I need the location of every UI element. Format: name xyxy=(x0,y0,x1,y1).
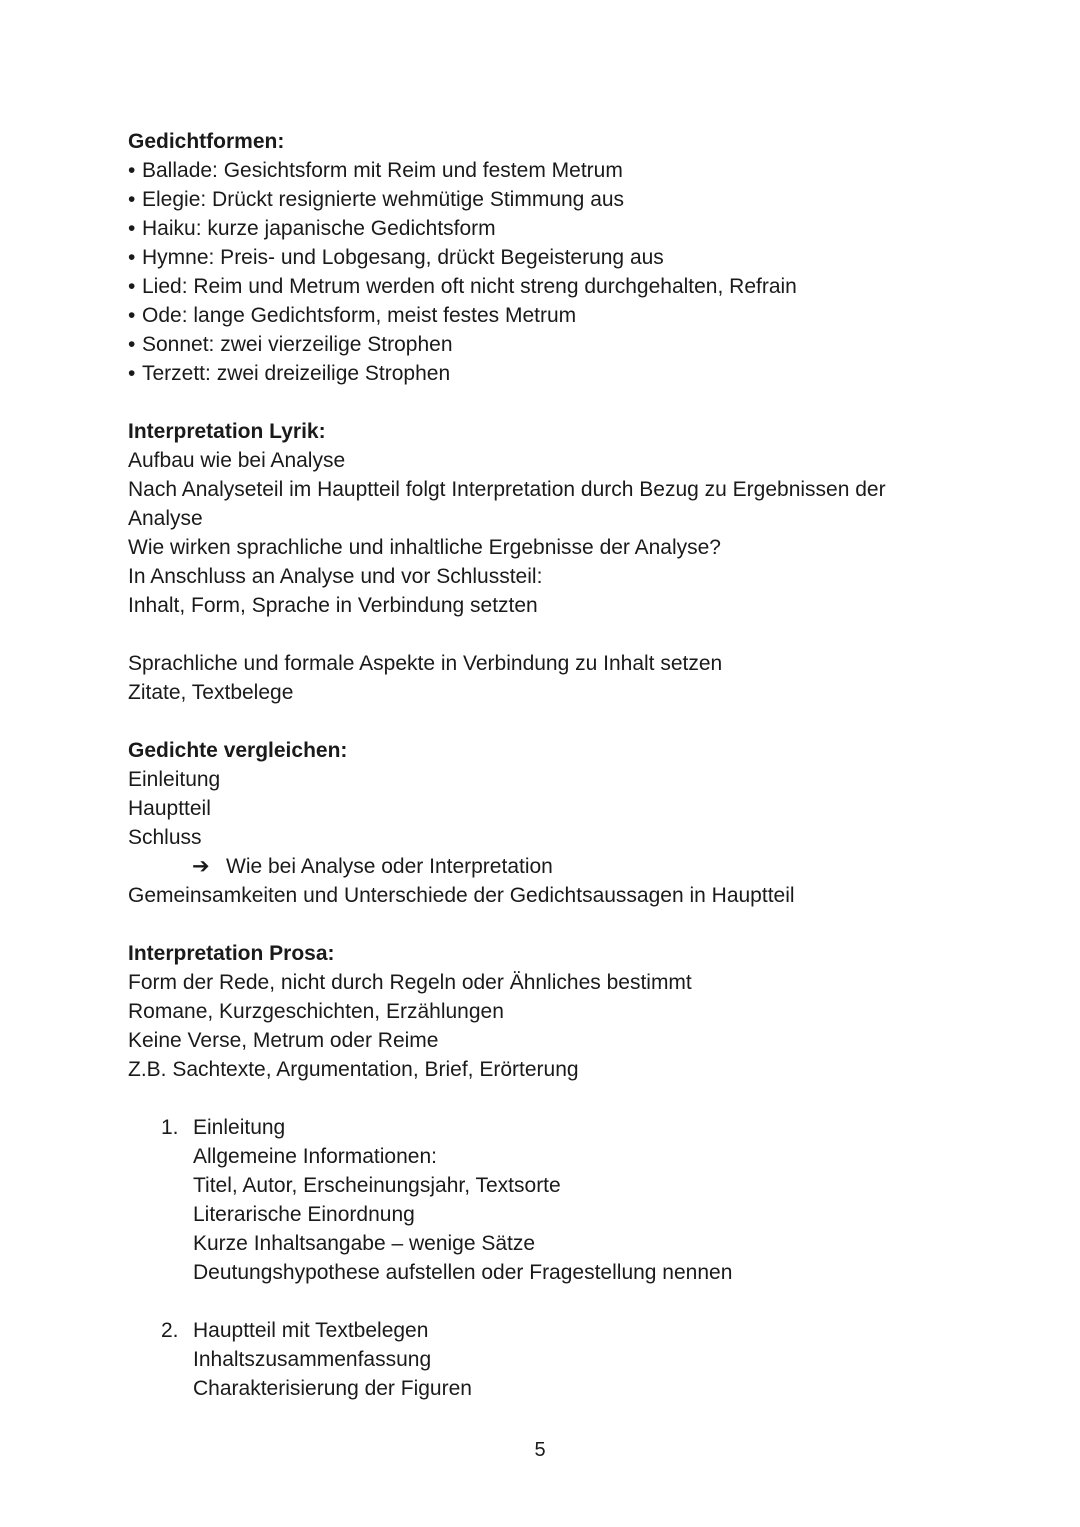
page-number: 5 xyxy=(534,1439,546,1461)
text-line: Z.B. Sachtexte, Argumentation, Brief, Erörterung xyxy=(128,1058,579,1081)
list-number: 2. xyxy=(161,1319,179,1342)
spacer xyxy=(128,620,948,649)
page-content xyxy=(128,127,948,1403)
text-line: Titel, Autor, Erscheinungsjahr, Textsorte xyxy=(193,1174,561,1197)
section-interpretation-prosa xyxy=(128,939,948,1403)
section-interpretation-lyrik xyxy=(128,417,948,707)
text-line: Inhalt, Form, Sprache in Verbindung setzten xyxy=(128,594,538,617)
text-line: Literarische Einordnung xyxy=(193,1203,415,1226)
numbered-list xyxy=(161,1113,948,1403)
text-line: Kurze Inhaltsangabe – wenige Sätze xyxy=(193,1232,536,1255)
bullet-text: Hymne: Preis- und Lobgesang, drückt Begeisterung aus xyxy=(142,246,664,269)
bullet-item xyxy=(128,330,948,359)
section-heading: Interpretation Prosa: xyxy=(128,942,335,965)
bullet-item xyxy=(128,359,948,388)
text-line: Aufbau wie bei Analyse xyxy=(128,449,346,472)
bullet-item xyxy=(128,243,948,272)
section-heading: Gedichte vergleichen: xyxy=(128,739,348,762)
text-line: In Anschluss an Analyse und vor Schlussteil: xyxy=(128,565,543,588)
bullet-symbol: • xyxy=(128,304,136,327)
text-line: Charakterisierung der Figuren xyxy=(193,1377,472,1400)
list-item-title: Hauptteil mit Textbelegen xyxy=(193,1319,429,1342)
bullet-text: Terzett: zwei dreizeilige Strophen xyxy=(142,362,451,385)
bullet-symbol: • xyxy=(128,333,136,356)
text-line: Keine Verse, Metrum oder Reime xyxy=(128,1029,439,1052)
spacer xyxy=(161,1287,948,1316)
spacer xyxy=(128,1084,948,1113)
spacer xyxy=(128,707,948,736)
bullet-item xyxy=(128,156,948,185)
section-gedichtformen xyxy=(128,127,948,388)
bullet-item xyxy=(128,214,948,243)
bullet-symbol: • xyxy=(128,159,136,182)
text-line: Inhaltszusammenfassung xyxy=(193,1348,432,1371)
bullet-item xyxy=(128,272,948,301)
text-line: Analyse xyxy=(128,507,203,530)
text-line: Allgemeine Informationen: xyxy=(193,1145,437,1168)
arrow-text: Wie bei Analyse oder Interpretation xyxy=(226,855,553,878)
bullet-item xyxy=(128,301,948,330)
arrow-right-icon: ➔ xyxy=(192,855,210,878)
bullet-text: Elegie: Drückt resignierte wehmütige Stimmung aus xyxy=(142,188,625,211)
bullet-text: Haiku: kurze japanische Gedichtsform xyxy=(142,217,496,240)
text-line: Gemeinsamkeiten und Unterschiede der Gedichtsaussagen in Hauptteil xyxy=(128,884,795,907)
text-line: Form der Rede, nicht durch Regeln oder Ähnliches bestimmt xyxy=(128,971,692,994)
text-line: Deutungshypothese aufstellen oder Fragestellung nennen xyxy=(193,1261,733,1284)
bullet-symbol: • xyxy=(128,217,136,240)
bullet-text: Ballade: Gesichtsform mit Reim und festem Metrum xyxy=(142,159,623,182)
bullet-text: Lied: Reim und Metrum werden oft nicht streng durchgehalten, Refrain xyxy=(142,275,797,298)
text-line: Einleitung xyxy=(128,768,221,791)
text-line: Schluss xyxy=(128,826,202,849)
bullet-text: Sonnet: zwei vierzeilige Strophen xyxy=(142,333,453,356)
text-line: Zitate, Textbelege xyxy=(128,681,294,704)
text-line: Wie wirken sprachliche und inhaltliche Ergebnisse der Analyse? xyxy=(128,536,721,559)
list-item-title: Einleitung xyxy=(193,1116,286,1139)
bullet-text: Ode: lange Gedichtsform, meist festes Metrum xyxy=(142,304,577,327)
bullet-symbol: • xyxy=(128,275,136,298)
section-heading: Gedichtformen: xyxy=(128,130,285,153)
list-item xyxy=(161,1113,948,1287)
list-number: 1. xyxy=(161,1116,179,1139)
bullet-symbol: • xyxy=(128,246,136,269)
text-line: Sprachliche und formale Aspekte in Verbindung zu Inhalt setzen xyxy=(128,652,723,675)
arrow-item xyxy=(128,852,948,881)
bullet-item xyxy=(128,185,948,214)
text-line: Romane, Kurzgeschichten, Erzählungen xyxy=(128,1000,504,1023)
bullet-symbol: • xyxy=(128,362,136,385)
section-gedichte-vergleichen xyxy=(128,736,948,910)
list-item-body xyxy=(193,1113,732,1287)
spacer xyxy=(128,388,948,417)
list-item-body xyxy=(193,1316,472,1403)
list-item xyxy=(161,1316,948,1403)
text-line: Nach Analyseteil im Hauptteil folgt Interpretation durch Bezug zu Ergebnissen der xyxy=(128,478,886,501)
bullet-symbol: • xyxy=(128,188,136,211)
section-heading: Interpretation Lyrik: xyxy=(128,420,326,443)
text-line: Hauptteil xyxy=(128,797,211,820)
spacer xyxy=(128,910,948,939)
